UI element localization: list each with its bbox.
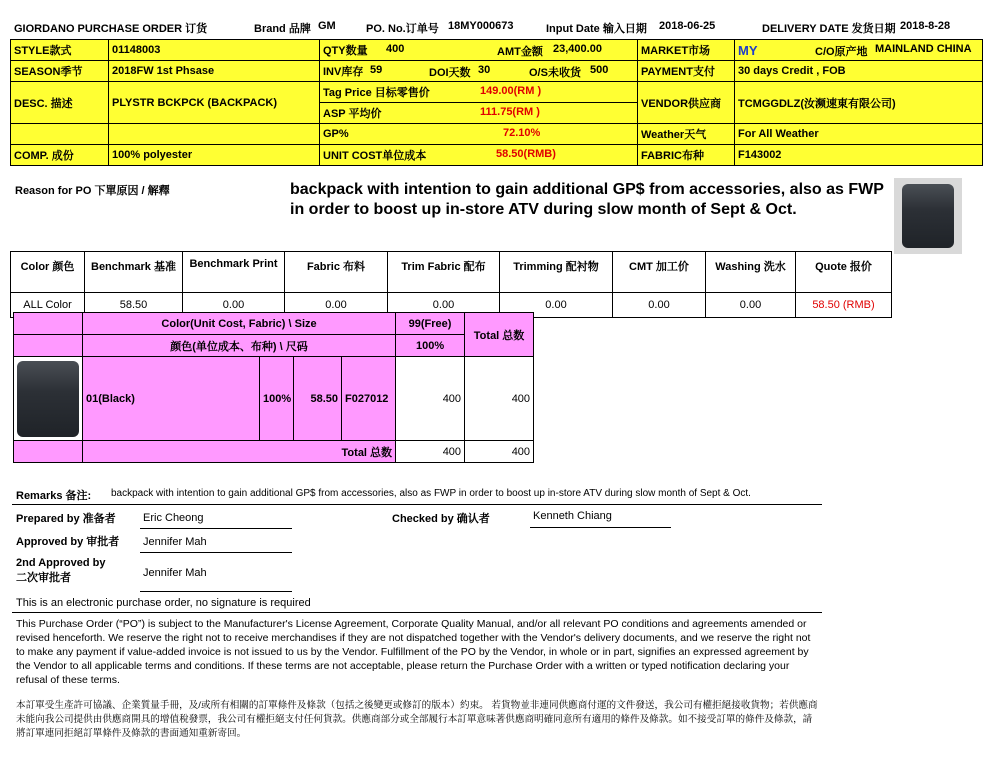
inv-value: 59 (370, 64, 383, 76)
approved-name: Jennifer Mah (143, 536, 207, 548)
color-row-total: 400 (465, 357, 534, 441)
gp-label: GP% (323, 128, 349, 140)
season-label: SEASON季节 (11, 61, 109, 82)
market-value: MY (738, 42, 758, 58)
color-image (14, 357, 83, 441)
comp-label: COMP. 成份 (11, 145, 109, 166)
cost-cell: 0.00 (183, 293, 285, 318)
unit-cost-value: 58.50(RMB) (496, 148, 556, 160)
terms-chinese: 本訂單受生產許可協議、企業質量手冊，及/或所有相關的訂單條件及條款（包括之後變更或修訂的版本）約束。 若貨物並非連同供應商付運的文件發送，我公司有權拒絕接收貨物；若供應商未能向我公司提供由供應商開具的增值稅發票，我公司有權拒絕支付任何貨款。供應商部分或全部履行本訂單意味著供應商明確同意所有適用的條件及條款。如不接受訂單的條件及條款，請將訂單連同拒絕訂單條件及條款的書面通知重新寄回。 (16, 700, 818, 739)
cost-cell: 58.50 (85, 293, 183, 318)
color-qty: 400 (396, 357, 465, 441)
unit-cost-cell (320, 145, 638, 166)
po-no-label: PO. No.订单号 (366, 23, 439, 35)
reason-label: Reason for PO 下單原因 / 解釋 (15, 185, 170, 197)
checked-label: Checked by 确认者 (392, 513, 490, 525)
comp-value: 100% polyester (109, 145, 320, 166)
empty-cell (14, 441, 83, 463)
brand-label: Brand 品牌 (254, 23, 311, 35)
divider (12, 612, 822, 613)
signature-line (140, 591, 292, 592)
po-title: GIORDANO PURCHASE ORDER 订货 (14, 23, 208, 35)
brand-value: GM (318, 20, 336, 32)
cost-header: Benchmark Print (183, 252, 285, 293)
fabric-label: FABRIC布种 (638, 145, 735, 166)
doi-label: DOI天数 (429, 67, 471, 79)
cost-header: Trimming 配衬物 (500, 252, 613, 293)
sum-total: 400 (465, 441, 534, 463)
delivery-date-label: DELIVERY DATE 发货日期 (762, 23, 896, 35)
cost-cell: 0.00 (388, 293, 500, 318)
asp-value: 111.75(RM ) (480, 106, 540, 118)
quote-cell: 58.50 (RMB) (796, 293, 892, 318)
signature-line (530, 527, 671, 528)
empty-cell (14, 313, 83, 335)
cost-header: Washing 洗水 (706, 252, 796, 293)
cost-table-header-row (11, 252, 892, 293)
tag-price-label: Tag Price 目标零售价 (323, 87, 430, 99)
cost-cell: 0.00 (706, 293, 796, 318)
size-header-2: 颜色(单位成本、布种) \ 尺码 (83, 335, 396, 357)
empty-cell (109, 124, 320, 145)
desc-value: PLYSTR BCKPCK (BACKPACK) (109, 82, 320, 124)
cost-cell: 0.00 (285, 293, 388, 318)
color-ratio: 100% (260, 357, 294, 441)
empty-cell (11, 124, 109, 145)
doi-value: 30 (478, 64, 491, 76)
input-date-label: Input Date 输入日期 (546, 23, 647, 35)
color-cost: 58.50 (294, 357, 342, 441)
co-value: MAINLAND CHINA (875, 43, 972, 55)
season-value: 2018FW 1st Phsase (109, 61, 320, 82)
gp-value: 72.10% (503, 127, 541, 139)
checked-name: Kenneth Chiang (533, 510, 612, 522)
remarks-label: Remarks 备注: (16, 490, 92, 502)
os-label: O/S未收货 (529, 67, 581, 79)
tag-price-cell (320, 82, 638, 103)
size-label: 99(Free) (396, 313, 465, 335)
qty-amt-cell (320, 40, 638, 61)
total-header: Total 总数 (465, 313, 534, 357)
co-label: C/O原产地 (815, 46, 868, 58)
prepared-name: Eric Cheong (143, 512, 204, 524)
inv-label: INV库存 (323, 66, 364, 78)
desc-label: DESC. 描述 (11, 82, 109, 124)
amt-label: AMT金额 (497, 46, 543, 58)
size-header-1: Color(Unit Cost, Fabric) \ Size (83, 313, 396, 335)
color-name: 01(Black) (83, 357, 260, 441)
fabric-value: F143002 (735, 145, 983, 166)
divider (12, 504, 822, 505)
prepared-label: Prepared by 准备者 (16, 513, 116, 525)
weather-value: For All Weather (735, 124, 983, 145)
signature-line (140, 528, 292, 529)
inv-cell (320, 61, 638, 82)
cost-header: Color 颜色 (11, 252, 85, 293)
po-info-table (10, 39, 983, 166)
cost-header: CMT 加工价 (613, 252, 706, 293)
unit-cost-label: UNIT COST单位成本 (323, 150, 427, 162)
approved2-name: Jennifer Mah (143, 567, 207, 579)
size-pct: 100% (396, 335, 465, 357)
reason-text: backpack with intention to gain additional GP$ from accessories, also as FWP in order to boost up in-store ATV during slow month of Sept & Oct. (290, 181, 884, 218)
sum-qty: 400 (396, 441, 465, 463)
cost-header: Fabric 布料 (285, 252, 388, 293)
gp-cell (320, 124, 638, 145)
market-cell (735, 40, 983, 61)
cost-cell: 0.00 (500, 293, 613, 318)
remarks-text: backpack with intention to gain additional GP$ from accessories, also as FWP in order to boost up in-store ATV during slow month of Sept & Oct. (111, 488, 751, 499)
backpack-icon (17, 361, 79, 437)
po-no-value: 18MY000673 (448, 20, 514, 32)
style-label: STYLE款式 (11, 40, 109, 61)
electronic-note: This is an electronic purchase order, no signature is required (16, 597, 311, 609)
cost-cell: ALL Color (11, 293, 85, 318)
cost-cell: 0.00 (613, 293, 706, 318)
os-value: 500 (590, 64, 609, 76)
cost-table (10, 251, 892, 318)
signature-line (140, 552, 292, 553)
cost-header: Benchmark 基准 (85, 252, 183, 293)
vendor-label: VENDOR供应商 (638, 82, 735, 124)
style-value: 01148003 (109, 40, 320, 61)
delivery-date-value: 2018-8-28 (900, 20, 951, 32)
approved-label: Approved by 审批者 (16, 536, 120, 548)
backpack-icon (902, 184, 954, 248)
vendor-value: TCMGGDLZ(汝濒速東有限公司) (735, 82, 983, 124)
qty-value: 400 (386, 43, 405, 55)
input-date-value: 2018-06-25 (659, 20, 716, 32)
cost-header: Trim Fabric 配布 (388, 252, 500, 293)
product-image (894, 178, 962, 254)
payment-label: PAYMENT支付 (638, 61, 735, 82)
cost-header: Quote 报价 (796, 252, 892, 293)
tag-price-value: 149.00(RM ) (480, 85, 542, 97)
size-table (13, 312, 534, 463)
weather-label: Weather天气 (638, 124, 735, 145)
approved2-label-zh: 二次审批者 (16, 572, 71, 584)
asp-label: ASP 平均价 (323, 108, 382, 120)
sum-label: Total 总数 (83, 441, 396, 463)
terms-english: This Purchase Order (“PO”) is subject to the Manufacturer's License Agreement, Corporate Quality Manual, and/or all relevant PO conditions and agreements amended or revised henceforth. We reserve the right not to receive merchandises if they are not dispatched together with the Vendor's delivery documents, and we reserve the right not to make any payment if value-added invoice is not issued to us by the Vendor. Fulfillment of the PO by the Vendor, in whole or in part, signifies an expressed agreement by the Vendor to all applicable terms and conditions. If these terms are not acceptable, please return the Purchase Order with a written or typed notification declaring your refusal of these terms. (16, 618, 811, 686)
color-fabric: F027012 (342, 357, 396, 441)
qty-label: QTY数量 (323, 45, 368, 57)
amt-value: 23,400.00 (553, 43, 602, 55)
market-label: MARKET市场 (638, 40, 735, 61)
payment-value: 30 days Credit , FOB (735, 61, 983, 82)
approved2-label-en: 2nd Approved by (16, 557, 106, 569)
empty-cell (14, 335, 83, 357)
asp-cell (320, 103, 638, 124)
